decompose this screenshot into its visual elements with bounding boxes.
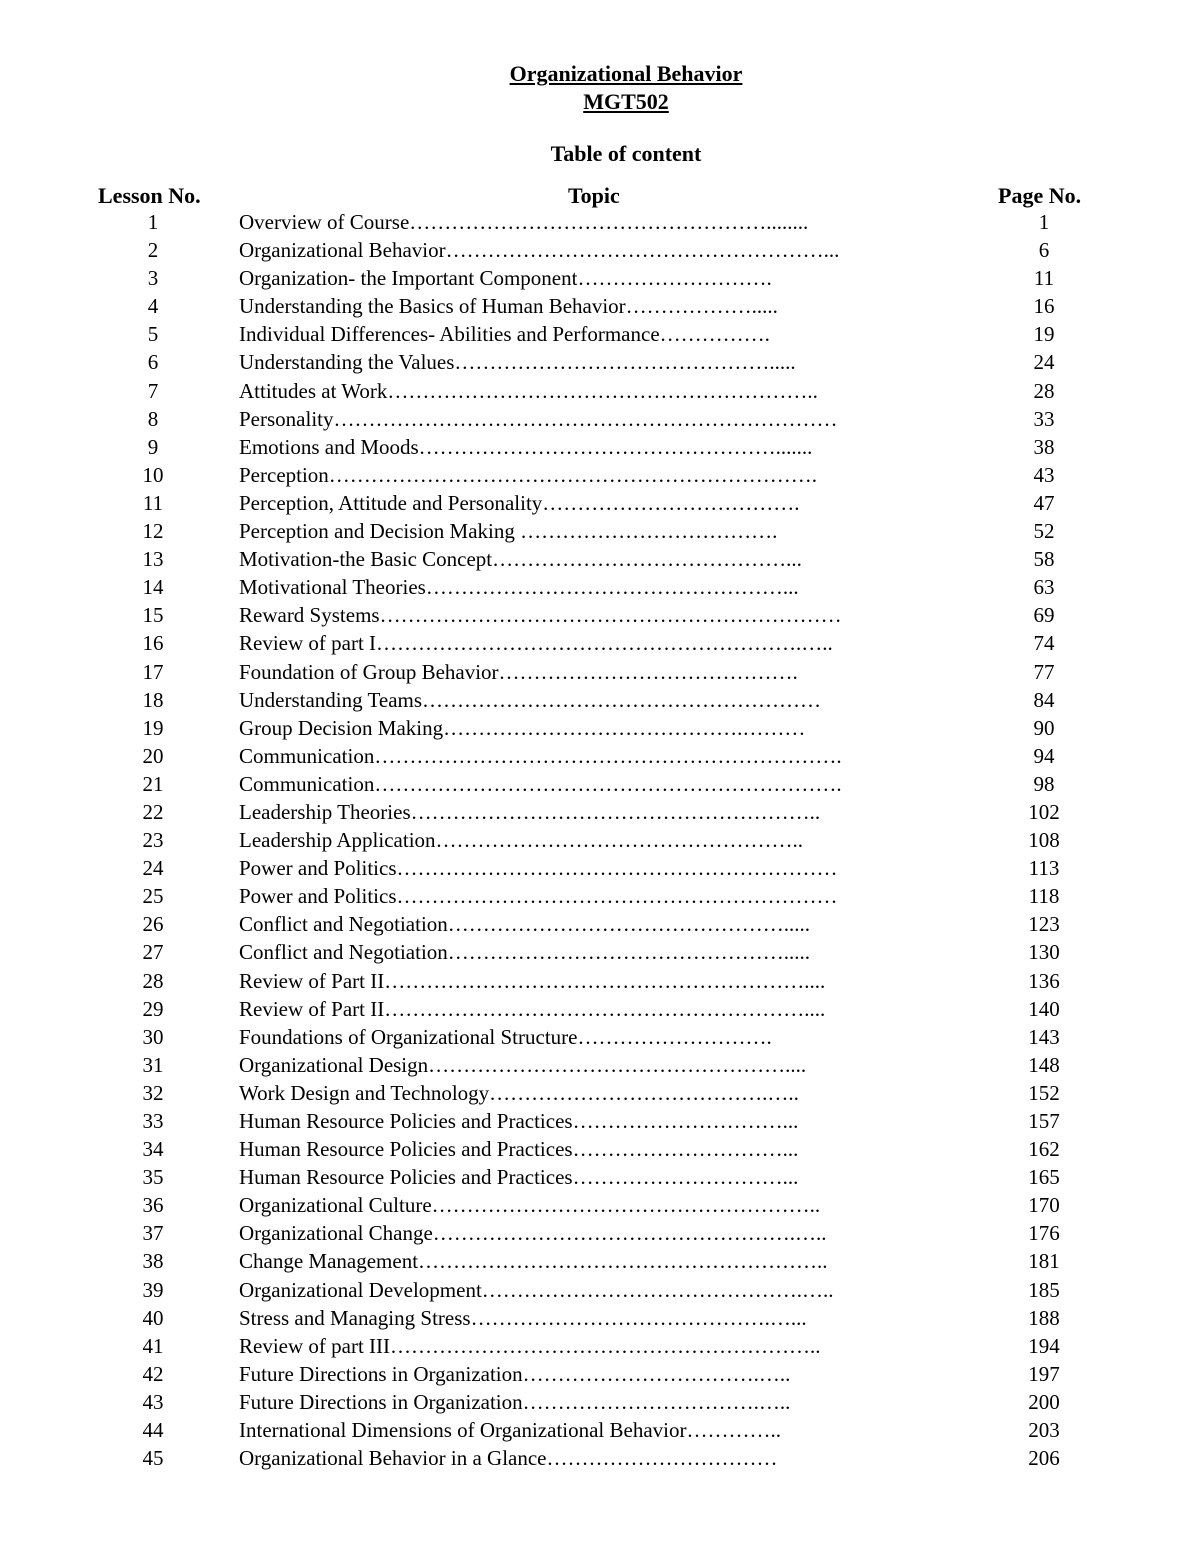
lesson-topic: Stress and Managing Stress…………………………………….…...: [239, 1305, 807, 1330]
page-number: 130: [1028, 940, 1060, 965]
toc-row: [0, 1191, 1200, 1219]
lesson-topic: Human Resource Policies and Practices…………………………...: [239, 1165, 799, 1190]
lesson-topic: Conflict and Negotiation………………………………………….....: [239, 940, 811, 965]
toc-row: [0, 1388, 1200, 1416]
page-number: 98: [1033, 771, 1055, 796]
lesson-topic: Leadership Theories…………………………………………………..: [239, 799, 821, 824]
page-number: 185: [1028, 1277, 1060, 1302]
toc-row: [0, 1079, 1200, 1107]
lesson-topic: Motivational Theories……………………………………………...: [239, 575, 799, 600]
lesson-number: 25: [142, 884, 164, 909]
toc-row: [0, 1107, 1200, 1135]
lesson-topic: Emotions and Moods…………………………………………….......: [239, 434, 813, 459]
page-number: 152: [1028, 1080, 1060, 1105]
toc-row: [0, 995, 1200, 1023]
lesson-topic: Organizational Behavior………………………………………………...: [239, 238, 840, 263]
lesson-topic: Perception, Attitude and Personality……………………………….: [239, 490, 800, 515]
page-number: 194: [1028, 1333, 1060, 1358]
toc-row: [0, 1416, 1200, 1444]
toc-row: [0, 798, 1200, 826]
toc-row: [0, 1304, 1200, 1332]
column-header-lesson: Lesson No.: [98, 183, 201, 208]
lesson-topic: Conflict and Negotiation………………………………………….....: [239, 912, 811, 937]
column-header-page: Page No.: [998, 183, 1082, 208]
page-number: 43: [1033, 462, 1055, 487]
lesson-number: 9: [147, 434, 159, 459]
lesson-number: 38: [142, 1249, 164, 1274]
lesson-topic: Review of part I…………………………………………………….…..: [239, 631, 833, 656]
lesson-topic: Motivation-the Basic Concept……………………………………...: [239, 547, 802, 572]
lesson-number: 39: [142, 1277, 164, 1302]
lesson-topic: Perception and Decision Making ……………………………….: [239, 519, 778, 544]
lesson-number: 26: [142, 912, 164, 937]
toc-row: [0, 686, 1200, 714]
lesson-number: 29: [142, 996, 164, 1021]
lesson-topic: Future Directions in Organization…………………………….…..: [239, 1361, 791, 1386]
document-title: Organizational Behavior: [509, 61, 743, 86]
lesson-topic: Organizational Design……………………………………………....: [239, 1052, 807, 1077]
toc-row: [0, 714, 1200, 742]
page-number: 113: [1028, 856, 1060, 881]
lesson-topic: Communication………………………………………………………….: [239, 771, 842, 796]
toc-row: [0, 1360, 1200, 1388]
lesson-topic: Overview of Course……………………………………………........: [239, 210, 809, 234]
lesson-number: 4: [147, 294, 159, 319]
toc-row: [0, 629, 1200, 657]
toc-row: [0, 433, 1200, 461]
page-number: 181: [1028, 1249, 1060, 1274]
toc-row: [0, 826, 1200, 854]
toc-row: [0, 320, 1200, 348]
lesson-topic: Organizational Behavior in a Glance……………………………: [239, 1446, 778, 1471]
page-number: 84: [1033, 687, 1055, 712]
page-number: 52: [1033, 519, 1055, 544]
lesson-number: 12: [142, 519, 164, 544]
lesson-number: 17: [142, 659, 164, 684]
lesson-topic: Foundations of Organizational Structure……………………….: [239, 1024, 772, 1049]
course-code: MGT502: [583, 89, 669, 114]
page-number: 148: [1028, 1052, 1060, 1077]
page-number: 94: [1033, 743, 1055, 768]
page-number: 1: [1038, 210, 1050, 234]
toc-row: [0, 910, 1200, 938]
lesson-topic: Group Decision Making…………………………………….………: [239, 715, 806, 740]
lesson-number: 34: [142, 1137, 164, 1162]
lesson-topic: Human Resource Policies and Practices…………………………...: [239, 1109, 799, 1133]
toc-row: [0, 1276, 1200, 1304]
lesson-number: 19: [142, 715, 164, 740]
lesson-topic: Understanding Teams…………………………………………………: [239, 687, 822, 712]
lesson-topic: Understanding the Basics of Human Behavior……………….....: [239, 294, 778, 319]
toc-row: [0, 882, 1200, 910]
lesson-topic: International Dimensions of Organizational Behavior…………..: [239, 1418, 781, 1443]
toc-row: [0, 236, 1200, 264]
page-number: 162: [1028, 1137, 1060, 1162]
lesson-number: 15: [142, 603, 164, 628]
lesson-number: 30: [142, 1024, 164, 1049]
toc-row: [0, 742, 1200, 770]
lesson-number: 11: [142, 490, 164, 515]
lesson-number: 16: [142, 631, 164, 656]
lesson-number: 43: [142, 1389, 164, 1414]
lesson-number: 20: [142, 743, 164, 768]
page-number: 165: [1028, 1165, 1060, 1190]
page-number: 11: [1033, 266, 1055, 291]
lesson-topic: Organizational Change…………………………………………….…..: [239, 1221, 827, 1246]
toc-row: [0, 1163, 1200, 1191]
toc-row: [0, 601, 1200, 629]
toc-row: [0, 1135, 1200, 1163]
toc-row: [0, 967, 1200, 995]
page-number: 47: [1033, 490, 1055, 515]
page-number: 38: [1033, 434, 1055, 459]
lesson-number: 2: [147, 238, 159, 263]
page-number: 176: [1028, 1221, 1060, 1246]
page-number: 108: [1028, 828, 1060, 853]
lesson-topic: Attitudes at Work……………………………………………………..: [239, 378, 818, 403]
toc-row: [0, 208, 1200, 236]
lesson-number: 44: [142, 1418, 164, 1443]
page-number: 123: [1028, 912, 1060, 937]
page-number: 58: [1033, 547, 1055, 572]
toc-row: [0, 545, 1200, 573]
lesson-number: 22: [142, 799, 164, 824]
lesson-number: 7: [147, 378, 159, 403]
lesson-topic: Understanding the Values……………………………………….....: [239, 350, 796, 375]
page-number: 200: [1028, 1389, 1060, 1414]
lesson-number: 35: [142, 1165, 164, 1190]
lesson-topic: Organizational Culture………………………………………………..: [239, 1193, 821, 1218]
toc-row: [0, 1051, 1200, 1079]
page-number: 28: [1033, 378, 1055, 403]
page-number: 74: [1033, 631, 1055, 656]
toc-row: [0, 938, 1200, 966]
lesson-number: 14: [142, 575, 164, 600]
toc-row: [0, 292, 1200, 320]
lesson-topic: Individual Differences- Abilities and Performance…………….: [239, 322, 770, 347]
lesson-topic: Foundation of Group Behavior…………………………………….: [239, 659, 798, 684]
toc-row: [0, 1023, 1200, 1051]
page-number: 206: [1028, 1446, 1060, 1471]
lesson-number: 13: [142, 547, 164, 572]
lesson-number: 45: [142, 1446, 164, 1471]
lesson-topic: Organization- the Important Component……………………….: [239, 266, 772, 291]
page-number: 16: [1033, 294, 1055, 319]
toc-row: [0, 770, 1200, 798]
lesson-number: 41: [142, 1333, 164, 1358]
page-number: 77: [1033, 659, 1055, 684]
toc-list: [0, 208, 1200, 1472]
toc-row: [0, 658, 1200, 686]
page-number: 63: [1033, 575, 1055, 600]
lesson-topic: Power and Politics………………………………………………………: [239, 884, 838, 909]
lesson-number: 42: [142, 1361, 164, 1386]
lesson-number: 5: [147, 322, 159, 347]
lesson-number: 1: [147, 210, 159, 234]
toc-row: [0, 854, 1200, 882]
page-number: 136: [1028, 968, 1060, 993]
lesson-number: 32: [142, 1080, 164, 1105]
lesson-number: 24: [142, 856, 164, 881]
page-number: 102: [1028, 799, 1060, 824]
toc-row: [0, 348, 1200, 376]
page-number: 203: [1028, 1418, 1060, 1443]
page-number: 24: [1033, 350, 1055, 375]
lesson-topic: Power and Politics………………………………………………………: [239, 856, 838, 881]
toc-row: [0, 1332, 1200, 1360]
toc-row: [0, 517, 1200, 545]
page-number: 69: [1033, 603, 1055, 628]
page-number: 6: [1038, 238, 1050, 263]
toc-row: [0, 461, 1200, 489]
toc-row: [0, 377, 1200, 405]
lesson-topic: Human Resource Policies and Practices…………………………...: [239, 1137, 799, 1162]
toc-row: [0, 405, 1200, 433]
lesson-number: 8: [147, 406, 159, 431]
page-number: 19: [1033, 322, 1055, 347]
lesson-number: 28: [142, 968, 164, 993]
toc-row: [0, 1444, 1200, 1472]
page-number: 118: [1028, 884, 1060, 909]
column-header-topic: Topic: [568, 183, 620, 208]
page-number: 170: [1028, 1193, 1060, 1218]
lesson-topic: Work Design and Technology………………………………….…..: [239, 1080, 799, 1105]
lesson-number: 21: [142, 771, 164, 796]
toc-row: [0, 264, 1200, 292]
lesson-topic: Reward Systems…………………………………………………………: [239, 603, 842, 628]
lesson-topic: Change Management…………………………………………………..: [239, 1249, 828, 1274]
lesson-number: 33: [142, 1109, 164, 1133]
page-number: 157: [1028, 1109, 1060, 1133]
lesson-topic: Organizational Development……………………………………….…..: [239, 1277, 834, 1302]
lesson-topic: Personality………………………………………………………………: [239, 406, 838, 431]
lesson-number: 18: [142, 687, 164, 712]
lesson-topic: Communication………………………………………………………….: [239, 743, 842, 768]
lesson-number: 6: [147, 350, 159, 375]
toc-row: [0, 489, 1200, 517]
lesson-topic: Perception…………………………………………………………….: [239, 462, 818, 487]
lesson-number: 3: [147, 266, 159, 291]
lesson-number: 10: [142, 462, 164, 487]
toc-heading: Table of content: [550, 141, 702, 166]
lesson-topic: Review of Part II……………………………………………………....: [239, 968, 826, 993]
lesson-number: 36: [142, 1193, 164, 1218]
lesson-number: 23: [142, 828, 164, 853]
lesson-topic: Review of part III……………………………………………………..: [239, 1333, 821, 1358]
page-number: 188: [1028, 1305, 1060, 1330]
lesson-number: 40: [142, 1305, 164, 1330]
lesson-topic: Review of Part II……………………………………………………....: [239, 996, 826, 1021]
page-number: 197: [1028, 1361, 1060, 1386]
lesson-topic: Future Directions in Organization…………………………….…..: [239, 1389, 791, 1414]
page-number: 33: [1033, 406, 1055, 431]
lesson-number: 37: [142, 1221, 164, 1246]
lesson-topic: Leadership Application……………………………………………..: [239, 828, 804, 853]
toc-row: [0, 1219, 1200, 1247]
page-number: 143: [1028, 1024, 1060, 1049]
page-number: 140: [1028, 996, 1060, 1021]
toc-row: [0, 573, 1200, 601]
toc-row: [0, 1247, 1200, 1275]
page-number: 90: [1033, 715, 1055, 740]
lesson-number: 31: [142, 1052, 164, 1077]
lesson-number: 27: [142, 940, 164, 965]
